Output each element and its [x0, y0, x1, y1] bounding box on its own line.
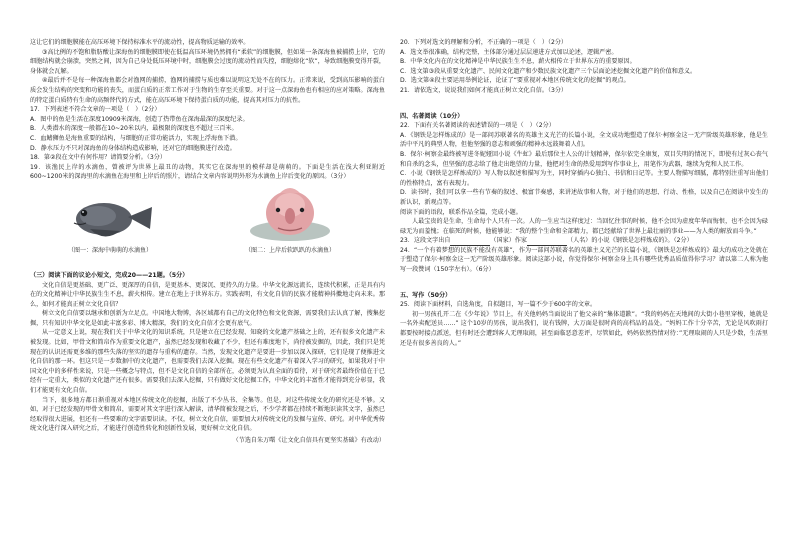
answer-space — [400, 96, 768, 110]
blobfish-on-land-image — [240, 183, 340, 245]
novel-excerpt: 人最宝贵的是生命，生命每个人只有一次。人的一生应当这样度过：当回忆往事的时候，他不会因为虚度年华而悔恨，也不会因为碌碌无为而羞愧；在临死的时候，他能够说：“我的整个生命和全部精力，都已经献给了世界上最壮丽的事业——为人类的解放而斗争。” — [400, 218, 768, 235]
question-23 — [400, 236, 768, 246]
argument-paragraph: 树立文化自信要以继承和创新为立足点。中国地大物博，各区域都有自己的文化特色和文化资源，需要我们去认真了解，搜集挖掘，只有知识中华文化是如此丰富多彩、博大精深，我们的文化自信才会更有底气。 — [30, 310, 385, 327]
section-5-heading: 五、写作（50分） — [400, 291, 452, 299]
blobfish-deep-sea-image — [60, 183, 160, 245]
question-20: 20．下列对选文的理解和分析，不正确的一项是（ ）（2分） — [400, 39, 568, 46]
question-21: 21．请依选文，说说我们如何才能真正树立文化自信。（3分） — [400, 86, 568, 94]
figure-1-caption: （图一：深海中萌萌的水滴鱼） — [67, 246, 152, 254]
question-17: 17．下列表述不符合文章的一项是（ ）（2分） — [30, 106, 161, 114]
option-17a: A．图中的鱼是生活在深度10909米深海，创造了热带鱼在深海最深的深度纪录。 — [30, 115, 249, 123]
figure-row — [30, 183, 385, 269]
figure-1 — [50, 183, 170, 256]
right-column — [400, 38, 768, 348]
argument-paragraph: 当下，很多地方都日渐重视对本地区传统文化的挖掘，出版了不少丛书、全集等。但是，对这些传统文化的研究还是不够。又如，对于已经发现的甲骨文和简帛，需要对其文字进行深入解读，清华简被发现之后，不少学者都在持续不断地识读其文字，虽然已经取得很大进展，但还有一些要难的文字需要识读。不仅，树立文化自信，需要加大对传统文化的发掘与宣传、研究。对中华优秀传统文化进行深入研究之后，才能进行创造性转化和创新性发展，更好树立文化自信。 — [30, 396, 385, 433]
question-23-start: 23．这段文字出自 — [400, 237, 451, 245]
argument-paragraph: 从一定意义上说，现在我们关于中华文化的知识系统，只是建立在已经发现、知晓的文化遗产基础之上的，还有很多文化遗产未被发现。比如，甲骨文和简帛作为重要文化遗产，虽然已经发现和收藏了不少，但还有难度地下，尚待被发掘的，因此，我们只是凭现在的认识还需更多维的那些失落的坚实的遗存与重构的遗存。当然，发现文化遗产是要进一步加以深入探研，它们是现了便推进文化自信的那一环。但这只是一步数据中的文化遗产，也需要我们去深入挖掘。现在有些文化遗产有着深入学习的研究，如果我对于中国文化中的多样性来说，只是一些概念与特点，但不是文化自信的全部所在，必须更为认真全面的看待，对于研究者最终价值在于已经有一定重大，类似的文化遗产还有很多。需要我们去深入挖掘，只有做好文化挖掘工作，中华文化的丰富性才能得到充分彰显，我们才能更有文化自信。 — [30, 329, 385, 395]
question-19: 19．该渔民上岸的水滴鱼，曾被评为世界上最丑的动物，其实它在深海里的模样却是萌萌的。下面是生活在浅大利亚附近600~1200米的深海里的水滴鱼在海里和上岸后的照片，请结合文章内容说明外形为水滴鱼上岸后变化的原因。（3分） — [30, 163, 385, 181]
reading-paragraph: ③高比例的不饱和脂肪酸让深海鱼的细胞膜即使在低温高压环境仍然拥有“柔软”的细胞膜，但如果一条深海鱼被捕捞上岸，它的细胞结构就会崩溃，突然之间，因为自己身处低压环境中时，细胞膜会过度的流动性而失控，细胞熔化“软”，导致细胞膜变得开裂，身体就会瓦解。 — [30, 48, 385, 75]
option-22b: B．保尔·柯察金最终被写进冬妮娅回小说《牛虻》最后那位主人公的计划精神，保尔依完全康复，双目失明的情况下，即使有过灰心丧气和自杀的念头，但坚强的意志给了他走出绝望的力量，他把对生命的热爱用到写作事业上，用笔作为武器，继续为党和人民工作。 — [400, 150, 768, 168]
question-18: 18．第②段在文中有何作用？请简要分析。（3分） — [30, 154, 166, 162]
option-20b: B．中华文化内在的文化精神是中华民族生生不息，薪火相传立于世界东方的重要原因。 — [400, 58, 636, 66]
reading-instruction: 阅读下面的语段，联系作品全篇，完成小题。 — [400, 208, 522, 216]
answer-blank-author[interactable] — [527, 239, 567, 246]
question-25: 25．阅读下面材料，自选角度，自拟题目，写一篇不少于600字的文章。 — [400, 301, 597, 309]
option-22c: C．小说《钢铁是怎样炼成的》写人物以叙述和描写为主，同时穿插内心独白、书信和日记等。主要人物描写细腻，都特别注重写出他们的性格特点，富有表现力。 — [400, 170, 768, 187]
answer-blank-country[interactable] — [450, 239, 490, 246]
essay-material: 初一男孩孔开二在《少年说》节目上，有关他妈妈当面说出了他父亲的“集体道歉”。“我的妈妈在天地间的大街小巷里穿梭，她就是一名外卖配送员……” 这个10岁的男孩，说出我们，说有钱牌，大万面是很时尚的高档品的品处。“妈妈工作十分辛苦，无论是风吹雨打都要按时接点派送，但有时还会遭到客人无理取闹，甚至面临恶意差评，尽管如此，妈妈依然热情对待：”无理取闹的人只是少数，生活里还是有很多善良的人。” — [400, 310, 768, 347]
source-note: （节选自朱万曙《让文化自信具有更坚实基础》有改动） — [232, 437, 385, 444]
reading-paragraph: 这让它们的细胞膜能在高压环境下保持标准水平的流动性，提高物质运输的效率。 — [30, 39, 250, 46]
question-22: 22．下面有关名著阅读的表述错误的一项是（ ）（2分） — [400, 122, 555, 130]
section-3-heading: （三）阅读下面的议论小短文，完成20——21题。（5分） — [30, 271, 189, 279]
option-20d: D．选文第④段主要运用举例论证，论证了“要重视对本地区传统文化的挖掘”的观点。 — [400, 77, 630, 85]
question-23-end: （人名）的小说《钢铁是怎样炼成的》。（2分） — [566, 237, 693, 245]
option-17b: B．人类潜水的深度一般都在10~20米以内，最极限的深度也不超过三百米。 — [30, 125, 238, 133]
option-20a: A．选文举很准确，结构完整，主体部分通过层层递进方式加以论述，逻辑严密。 — [400, 48, 618, 56]
section-4-heading: 四、名著阅读（10分） — [400, 112, 464, 120]
option-22a: A．《钢铁是怎样炼成的》是一部问苏联著名的英雄主义光芒的长篇小说，全文成功地塑造了保尔·柯察金这一无产阶级英雄形象，他是生活中平凡的典型人物，但他坚强的意志和顽强的精神永远鼓舞着人们。 — [400, 131, 768, 149]
figure-2-caption: （图二：上岸后软趴趴的水滴鱼） — [244, 246, 335, 254]
reading-paragraph: ④最后并不是每一种深海鱼都会对渔网的捕捞，渔网的捕捞与质也难以说明这无处不在的压力。正常来说，受到高压影响的蛋白质会发生结构的突变和功能的丧失，而蛋白质的正常工作对于生物的生存至关重要。对于这一点深海鱼也有相应的应对策略。深海鱼的特定蛋白质特有生命的高频替代的方式，能在高压环境下保持蛋白质的功能，提高其对压力的抗性。 — [30, 77, 385, 104]
option-22d: D．读书时，我们可以拿一些有节奏的叙述、极富节奏感，来讲述故事和人物，对于他们的思想、行动、性格，以及自己在阅读中发生的新认识，新观点等。 — [400, 189, 768, 206]
figure-2 — [230, 183, 350, 256]
question-23-mid: （国家）作家 — [490, 237, 527, 245]
option-17d: D．静水压力不只对深海鱼的身体结构造成影响，还对它的细胞膜进行改造。 — [30, 144, 236, 152]
argument-paragraph: 文化自信是更基础、更广泛、更深厚的自信，是更基本、更深沉、更持久的力量。中华文化源远流长，连续代积累，正是具有内在的文化精神让中华民族生生不息，薪火相传。建立在地上于世界东方。实践表明，有文化自信的民族才能精神抖擞地走向未来。那么，如何才能真正树立文化自信？ — [30, 281, 385, 308]
option-17c: C．血鳍狮鱼是海鱼重要的结构，与细胞的正常功能活力，实现上浮海鱼下潜。 — [30, 134, 242, 142]
question-24: 24．“一个有着梦想的民族不能没有英雄”，作为一部问苏联著名的英雄主义光芒的长篇小说，《钢铁是怎样炼成的》最大的成功之处就在于塑造了保尔·柯察金这一无产阶级英雄形象。阅读这部小说，你觉得保尔·柯察金身上具有哪些优秀品质值得你学习？请以第二人称为他写一段赞词（150字左右）。（6分） — [400, 246, 768, 274]
option-20c: C．选文第③段从重要文化遗产、民间文化遗产和少数民族文化遗产三个层面论述挖掘文化遗产的价值和意义。 — [400, 67, 697, 75]
left-column — [30, 38, 385, 446]
answer-space — [400, 275, 768, 289]
